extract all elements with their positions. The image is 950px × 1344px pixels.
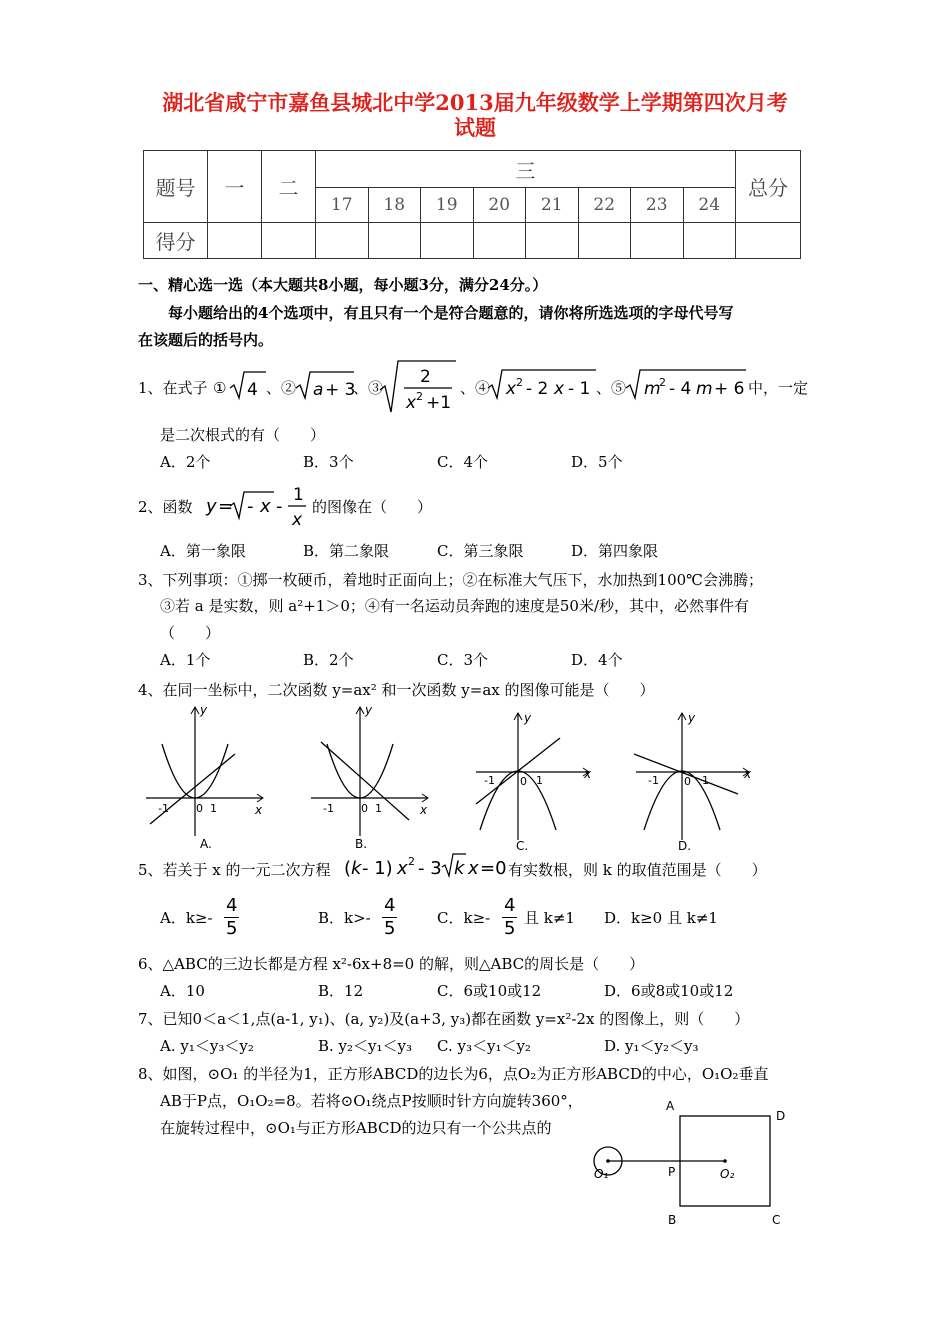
frac-den: 5 (504, 918, 516, 939)
tick-label: 0 (684, 775, 691, 788)
q1-marker: 、② (266, 379, 297, 397)
axis-y-label: y (365, 703, 373, 717)
score-col-3: 三 (316, 151, 736, 188)
axis-y-label: y (200, 703, 208, 717)
score-col-2: 二 (262, 151, 316, 223)
svg-text:1: 1 (293, 485, 304, 505)
label-o1: O₁ (594, 1167, 609, 1181)
q3-line1: 3、下列事项：①掷一枚硬币，着地时正面向上；②在标准大气压下，水加热到100℃会沸腾； (138, 571, 763, 589)
svg-text:+1: +1 (426, 393, 452, 413)
svg-text:m: m (696, 379, 713, 399)
label-c: C (772, 1213, 781, 1227)
svg-text:(: ( (344, 858, 352, 879)
q4-graph-d[interactable] (630, 708, 760, 854)
q8-figure (588, 1096, 798, 1232)
svg-text:m: m (644, 379, 661, 399)
score-cell[interactable] (208, 222, 262, 258)
svg-text:x: x (260, 496, 271, 517)
svg-text:2: 2 (420, 367, 431, 387)
q2-option-d[interactable]: D．第四象限 (571, 542, 659, 560)
q7-text: 7、已知0＜a＜1,点(a-1, y₁)、(a, y₂)及(a+3, y₃)都在函数 y=x²-2x 的图像上，则（ ） (138, 1010, 750, 1028)
score-subcol: 18 (368, 188, 421, 222)
graph-label: D. (678, 839, 692, 853)
score-cell[interactable] (316, 222, 369, 258)
section1-instr-1: 每小题给出的4个选项中，有且只有一个是符合题意的，请你将所选选项的字母代号写 (168, 304, 734, 322)
q1-marker: 、⑤ (596, 379, 627, 397)
svg-text:=: = (218, 496, 234, 517)
q1-marker: ① (213, 379, 227, 397)
q5-option-c[interactable]: C．k≥- (437, 909, 491, 927)
q3-option-d[interactable]: D．4个 (571, 651, 623, 669)
q5-a-fraction (224, 895, 239, 940)
score-col-1: 一 (208, 151, 262, 223)
tick-label: 0 (520, 775, 527, 788)
axis-y-label: y (688, 711, 696, 725)
frac-num: 4 (226, 895, 238, 916)
q2-suffix: 的图像在（ ） (312, 498, 433, 516)
q4-graph-b[interactable] (305, 702, 435, 852)
svg-text:- 4: - 4 (669, 379, 692, 399)
q1-expr-3 (378, 358, 458, 416)
q5-option-b[interactable]: B．k>- (318, 909, 371, 927)
score-cell[interactable] (473, 222, 526, 258)
score-cell[interactable] (578, 222, 631, 258)
q1-option-c[interactable]: C．4个 (437, 453, 489, 471)
q5-option-d[interactable]: D．k≥0 且 k≠1 (604, 909, 718, 927)
tick-label: -1 (158, 802, 169, 815)
q4-graph-a[interactable] (140, 702, 270, 852)
q4-graph-c[interactable] (470, 708, 600, 854)
score-cell[interactable] (368, 222, 421, 258)
q1-option-b[interactable]: B．3个 (303, 453, 354, 471)
tick-label: -1 (484, 774, 495, 787)
axis-x-label: x (420, 803, 428, 817)
tick-label: 1 (375, 802, 382, 815)
q7-option-c[interactable]: C. y₃＜y₁＜y₂ (437, 1037, 531, 1055)
q2-option-b[interactable]: B．第二象限 (303, 542, 390, 560)
label-a: A (666, 1099, 675, 1113)
score-cell[interactable] (736, 222, 801, 258)
svg-text:k: k (351, 858, 362, 879)
score-subcol: 24 (683, 188, 736, 222)
axis-x-label: x (584, 767, 592, 781)
axis-x-label: x (744, 767, 752, 781)
q7-option-a[interactable]: A. y₁＜y₃＜y₂ (160, 1037, 254, 1055)
tick-label: -1 (323, 802, 334, 815)
q7-option-d[interactable]: D. y₁＜y₂＜y₃ (604, 1037, 699, 1055)
score-subcol: 22 (578, 188, 631, 222)
score-row2-label: 得分 (144, 222, 208, 258)
q3-option-b[interactable]: B．2个 (303, 651, 354, 669)
q8-line2: AB于P点，O₁O₂=8。若将⊙O₁绕点P按顺时针方向旋转360°， (160, 1092, 583, 1110)
frac-num: 4 (384, 895, 396, 916)
svg-text:x: x (554, 379, 565, 399)
q3-line3: （ ） (160, 624, 221, 642)
q6-option-a[interactable]: A．10 (160, 982, 205, 1000)
q5-c-fraction (502, 895, 517, 940)
q1-expr-1 (228, 368, 268, 402)
q8-line1: 8、如图，⊙O₁ 的半径为1，正方形ABCD的边长为6，点O₂为正方形ABCD的中心，O₁O₂垂直 (138, 1065, 769, 1083)
frac-num: 4 (504, 895, 516, 916)
q5-suffix: 有实数根，则 k 的取值范围是（ ） (508, 861, 767, 879)
q1-suffix: 中，一定 (748, 379, 809, 397)
q2-option-c[interactable]: C．第三象限 (437, 542, 524, 560)
axis-y-label: y (524, 711, 532, 725)
frac-den: 5 (384, 918, 396, 939)
q4-text: 4、在同一坐标中，二次函数 y=ax² 和一次函数 y=ax 的图像可能是（ ） (138, 681, 655, 699)
q3-option-a[interactable]: A．1个 (160, 651, 211, 669)
q8-line3: 在旋转过程中，⊙O₁与正方形ABCD的边只有一个公共点的 (160, 1119, 552, 1137)
section1-instr-2: 在该题后的括号内。 (138, 331, 274, 349)
tick-label: 0 (361, 802, 368, 815)
q5-option-a[interactable]: A．k≥- (160, 909, 213, 927)
label-o2: O₂ (720, 1167, 735, 1181)
tick-label: 1 (702, 774, 709, 787)
svg-text:y: y (206, 496, 217, 517)
q2-prefix: 2、函数 (138, 498, 193, 516)
score-row1-label: 题号 (144, 151, 208, 223)
svg-text:- 1): - 1) (362, 858, 393, 879)
label-b: B (668, 1213, 677, 1227)
frac-den: 5 (226, 918, 238, 939)
svg-text:=0: =0 (480, 858, 507, 879)
score-subcol: 20 (473, 188, 526, 222)
svg-text:- 2: - 2 (526, 379, 549, 399)
score-cell[interactable] (683, 222, 736, 258)
q1-expr-2 (294, 368, 356, 402)
q5-b-fraction (382, 895, 397, 940)
q1-expr-5 (624, 366, 748, 402)
q3-option-c[interactable]: C．3个 (437, 651, 489, 669)
svg-text:-: - (276, 496, 283, 517)
svg-text:+ 6: + 6 (714, 379, 745, 399)
graph-label: C. (516, 839, 529, 853)
tick-label: -1 (648, 774, 659, 787)
q1-expr-4 (486, 366, 598, 402)
score-table (143, 150, 801, 259)
svg-text:-: - (247, 496, 254, 517)
tick-label: 1 (536, 774, 543, 787)
svg-text:- 1: - 1 (568, 379, 591, 399)
graph-label: B. (355, 837, 368, 851)
svg-text:2: 2 (408, 855, 415, 868)
q6-text: 6、△ABC的三边长都是方程 x²-6x+8=0 的解，则△ABC的周长是（ ） (138, 955, 645, 973)
svg-text:k: k (454, 858, 465, 879)
q1-marker: 、④ (460, 379, 491, 397)
q5-option-c-tail: 且 k≠1 (524, 909, 575, 927)
score-subcol: 17 (316, 188, 369, 222)
svg-text:4: 4 (247, 380, 258, 400)
q2-function-expr (204, 478, 316, 532)
q1-marker: 、③ (353, 379, 384, 397)
score-total: 总分 (736, 151, 801, 223)
q3-line2: ③若 a 是实数，则 a²+1＞0；④有一名运动员奔跑的速度是50米/秒，其中，必然事件有 (160, 597, 750, 615)
score-subcol: 23 (631, 188, 684, 222)
svg-text:x: x (406, 393, 417, 413)
graph-label: A. (200, 837, 212, 851)
q2-option-a[interactable]: A．第一象限 (160, 542, 246, 560)
score-cell[interactable] (631, 222, 684, 258)
q7-option-b[interactable]: B. y₂＜y₁＜y₃ (318, 1037, 413, 1055)
doc-title-line1: 湖北省咸宁市嘉鱼县城北中学2013届九年级数学上学期第四次月考 (162, 90, 788, 115)
q6-option-b[interactable]: B．12 (318, 982, 364, 1000)
score-subcol: 19 (421, 188, 474, 222)
svg-text:+ 3: + 3 (325, 380, 356, 400)
svg-text:2: 2 (416, 390, 423, 403)
q6-option-d[interactable]: D．6或8或10或12 (604, 982, 734, 1000)
q1-prefix: 1、在式子 (138, 379, 208, 397)
svg-text:x: x (468, 858, 479, 879)
svg-text:2: 2 (659, 376, 666, 389)
axis-x-label: x (255, 803, 263, 817)
section1-heading: 一、精心选一选（本大题共8小题，每小题3分，满分24分。） (138, 276, 548, 294)
score-cell[interactable] (262, 222, 316, 258)
q5-equation (342, 848, 508, 882)
score-cell[interactable] (526, 222, 579, 258)
tick-label: 0 (196, 802, 203, 815)
tick-label: 1 (210, 802, 217, 815)
label-d: D (776, 1109, 786, 1123)
svg-text:- 3: - 3 (418, 858, 442, 879)
q6-option-c[interactable]: C．6或10或12 (437, 982, 542, 1000)
svg-text:x: x (292, 510, 303, 530)
q1-option-a[interactable]: A．2个 (160, 453, 211, 471)
doc-title-line2: 试题 (454, 115, 496, 140)
svg-text:2: 2 (516, 376, 523, 389)
score-subcol: 21 (526, 188, 579, 222)
q1-line2: 是二次根式的有（ ） (160, 426, 326, 444)
score-cell[interactable] (421, 222, 474, 258)
svg-text:a: a (313, 380, 324, 400)
svg-text:x: x (506, 379, 517, 399)
q1-option-d[interactable]: D．5个 (571, 453, 623, 471)
svg-text:x: x (397, 858, 408, 879)
q5-prefix: 5、若关于 x 的一元二次方程 (138, 861, 331, 879)
label-p: P (668, 1165, 676, 1179)
